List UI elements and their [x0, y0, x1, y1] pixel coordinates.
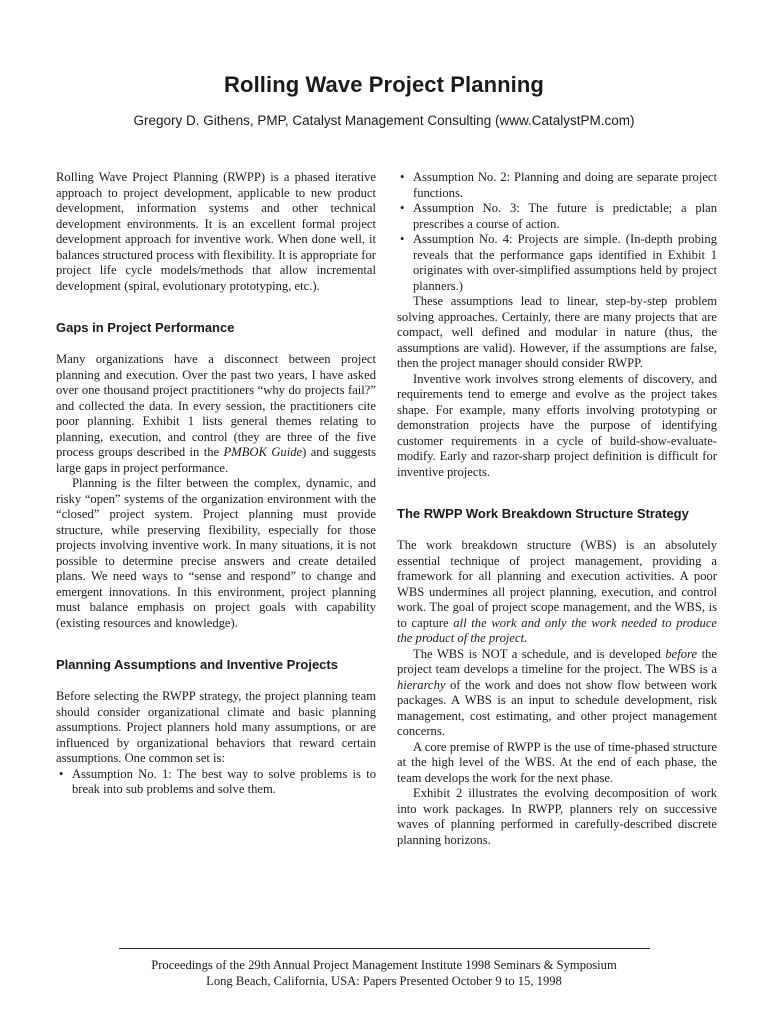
wbs-paragraph-3: A core premise of RWPP is the use of time-phased structure at the high level of the WBS. At the end of each phase, the team develops the work for the next phase.	[397, 739, 717, 785]
footer-line-1: Proceedings of the 29th Annual Project Management Institute 1998 Seminars & Symposium	[151, 958, 617, 972]
assumption-bullet-2: • Assumption No. 2: Planning and doing are separate project functions.	[397, 170, 717, 201]
wbs-paragraph-4: Exhibit 2 illustrates the evolving decomposition of work into work packages. In RWPP, planners rely on successive waves of planning performed in carefully-described discrete planning horizons.	[397, 786, 717, 847]
assumption-bullet-1: • Assumption No. 1: The best way to solve problems is to break into sub problems and solve them.	[56, 767, 376, 798]
linear-approaches-paragraph: These assumptions lead to linear, step-by-step problem solving approaches. Certainly, there are many projects that are compact, well defined and modular in nature (thus, the assumptions are valid). However, if the assumptions are false, then the project manager should consider RWPP.	[397, 294, 717, 370]
left-column	[56, 170, 376, 798]
page-title: Rolling Wave Project Planning	[224, 72, 544, 97]
wbs-paragraph-2: The WBS is NOT a schedule, and is developed before the project team develops a timeline for the project. The WBS is a hierarchy of the work and does not show flow between work packages. A WBS is an input to schedule development, risk management, cost estimating, and other project management concerns.	[397, 646, 717, 738]
footer-divider	[119, 948, 650, 949]
assumption-list	[56, 767, 376, 798]
right-column	[397, 170, 717, 848]
assumptions-paragraph: Before selecting the RWPP strategy, the project planning team should consider organizational climate and basic planning assumptions. Project planners hold many assumptions, or are influenced by organizational behaviors that reward certain assumptions. One common set is:	[56, 689, 376, 765]
footer-line-2: Long Beach, California, USA: Papers Presented October 9 to 15, 1998	[206, 974, 562, 988]
intro-paragraph: Rolling Wave Project Planning (RWPP) is a phased iterative approach to project development, applicable to new product development, information systems and other technical development environments. It is an excellent formal project development approach for inventive work. When done well, it balances structured process with flexibility. It is appropriate for project life cycle models/methods that allow incremental development (spiral, evolutionary prototyping, etc.).	[56, 170, 376, 293]
footer	[0, 957, 768, 989]
inventive-work-paragraph: Inventive work involves strong elements of discovery, and requirements tend to emerge and evolve as the project takes shape. For example, many efforts involving prototyping or demonstration projects have the purpose of identifying customer requirements in a cycle of build-show-evaluate-modify. Early and razor-sharp project definition is difficult for inventive projects.	[397, 371, 717, 479]
assumption-bullet-4: • Assumption No. 4: Projects are simple. (In-depth probing reveals that the performance gaps identified in Exhibit 1 originates with over-simplified assumptions held by project planners.)	[397, 232, 717, 294]
section-heading-assumptions: Planning Assumptions and Inventive Projects	[56, 657, 338, 672]
section-heading-gaps: Gaps in Project Performance	[56, 320, 235, 335]
assumption-bullet-3: • Assumption No. 3: The future is predictable; a plan prescribes a course of action.	[397, 201, 717, 232]
assumption-list-continued	[397, 170, 717, 294]
wbs-paragraph-1: The work breakdown structure (WBS) is an absolutely essential technique of project management, providing a framework for all planning and execution activities. A poor WBS undermines all project planning, execution, and control work. The goal of project scope management, and the WBS, is to capture all the work and only the work needed to produce the product of the project.	[397, 538, 718, 645]
gaps-paragraph-1: Many organizations have a disconnect between project planning and execution. Over the past two years, I have asked over one thousand project practitioners “why do projects fail?” and collected the data. In every session, the practitioners cite poor planning. Exhibit 1 lists general themes relating to planning, execution, and control (they are three of the five process groups described in the PMBOK Guide) and suggests large gaps in project performance.	[56, 352, 376, 475]
gaps-paragraph-2: Planning is the filter between the complex, dynamic, and risky “open” systems of the organization environment with the “closed” project system. Project planning must provide structure, while preserving flexibility, especially for those projects involving inventive work. In many situations, it is not possible to determine precise answers and create detailed plans. We need ways to “sense and respond” to change and emergent innovations. In this environment, project planning must balance emphasis on project goals with capability (existing resources and knowledge).	[56, 476, 376, 630]
author-byline: Gregory D. Githens, PMP, Catalyst Management Consulting (www.CatalystPM.com)	[133, 113, 635, 128]
section-heading-wbs: The RWPP Work Breakdown Structure Strategy	[397, 506, 689, 521]
